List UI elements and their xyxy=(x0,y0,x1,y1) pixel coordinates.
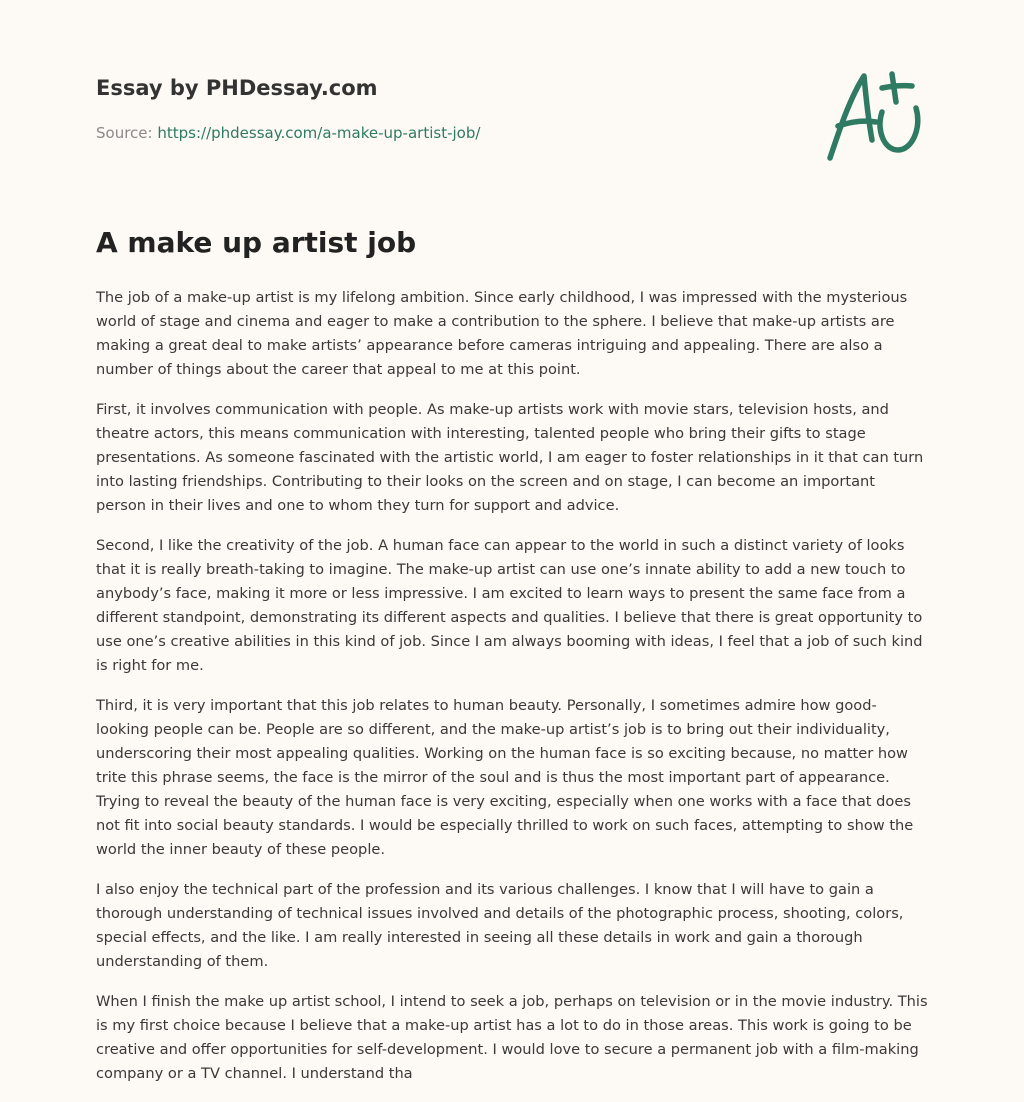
essay-body xyxy=(96,286,928,1102)
essay-paragraph: The job of a make-up artist is my lifelong ambition. Since early childhood, I was impressed with the mysterious world of stage and cinema and eager to make a contribution to the sphere. I believe that make-up artists are making a great deal to make artists’ appearance before cameras intriguing and appealing. There are also a number of things about the career that appeal to me at this point. xyxy=(96,289,908,378)
essay-paragraph: When I finish the make up artist school, I intend to seek a job, perhaps on television or in the movie industry. This is my first choice because I believe that a make-up artist has a lot to do in those areas. This work is going to be creative and offer opportunities for self-development. I would love to secure a permanent job with a film-making company or a TV channel. I understand tha xyxy=(96,993,928,1082)
essay-paragraph: Second, I like the creativity of the job. A human face can appear to the world in such a distinct variety of looks that it is really breath-taking to imagine. The make-up artist can use one’s innate ability to add a new touch to anybody’s face, making it more or less impressive. I am excited to learn ways to present the same face from a different standpoint, demonstrating its different aspects and qualities. I believe that there is great opportunity to use one’s creative abilities in this kind of job. Since I am always booming with ideas, I feel that a job of such kind is right for me. xyxy=(96,537,923,674)
a-plus-logo-icon xyxy=(826,68,926,164)
essay-paragraph: I also enjoy the technical part of the profession and its various challenges. I know that I will have to gain a thorough understanding of technical issues involved and details of the photographic process, shooting, colors, special effects, and the like. I am really interested in seeing all these details in work and gain a thorough understanding of them. xyxy=(96,881,904,970)
essay-paragraph: Third, it is very important that this job relates to human beauty. Personally, I sometimes admire how good-looking people can be. People are so different, and the make-up artist’s job is to bring out their individuality, underscoring their most appealing qualities. Working on the human face is so exciting because, no matter how trite this phrase seems, the face is the mirror of the soul and is thus the most important part of appearance. Trying to reveal the beauty of the human face is very exciting, especially when one works with a face that does not fit into social beauty standards. I would be especially thrilled to work on such faces, attempting to show the world the inner beauty of these people. xyxy=(96,697,914,858)
brand-title: Essay by PHDessay.com xyxy=(96,76,378,100)
source-link[interactable]: https://phdessay.com/a-make-up-artist-job/ xyxy=(157,124,481,142)
source-line xyxy=(96,124,480,142)
essay-paragraph: First, it involves communication with people. As make-up artists work with movie stars, television hosts, and theatre actors, this means communication with interesting, talented people who bring their gifts to stage presentations. As someone fascinated with the artistic world, I am eager to foster relationships in it that can turn into lasting friendships. Contributing to their looks on the screen and on stage, I can become an important person in their lives and one to whom they turn for support and advice. xyxy=(96,401,924,514)
essay-title: A make up artist job xyxy=(96,226,417,259)
source-label: Source: xyxy=(96,124,153,142)
